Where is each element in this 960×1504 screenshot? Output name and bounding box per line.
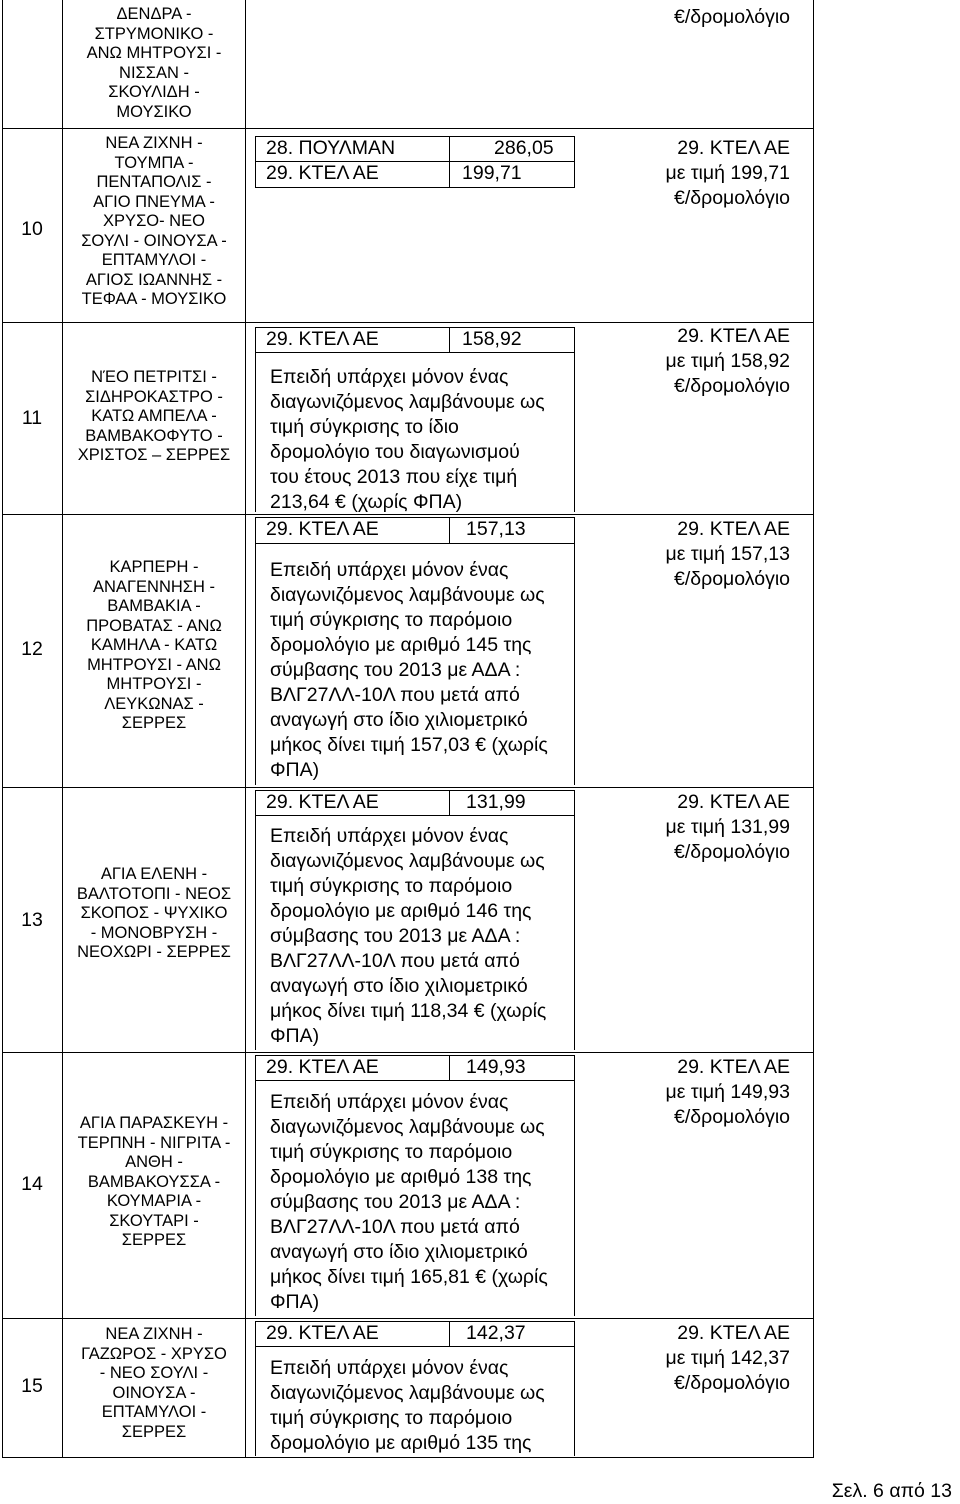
route-line: ΣΕΡΡΕΣ	[121, 1422, 187, 1441]
route-line: ΓΑΖΩΡΟΣ - ΧΡΥΣΟ	[81, 1344, 227, 1363]
offer-label: 29. ΚΤΕΛ ΑΕ	[266, 162, 379, 184]
table-divider-col1	[62, 0, 63, 1458]
route-line: ΑΓΙΑ ΕΛΕΝΗ -	[100, 865, 208, 883]
note-line: διαγωνιζόμενος λαμβάνουμε ως	[270, 391, 545, 413]
route-line: - ΜΟΝΟΒΡΥΣΗ -	[90, 923, 218, 942]
note-line: ΒΛΓ27ΛΛ-10Λ που μετά από	[270, 684, 520, 706]
route-line: ΚΑΜΗΛΑ - ΚΑΤΩ	[90, 636, 218, 654]
route-line: ΕΠΤΑΜΥΛΟΙ -	[101, 1403, 207, 1421]
result-line: με τιμή 199,71	[665, 162, 790, 184]
route-line: ΣΚΟΠΟΣ - ΨΥΧΙΚΟ	[80, 904, 228, 922]
offer-frame-line	[449, 136, 450, 188]
route-line: ΜΟΥΣΙΚΟ	[116, 102, 192, 121]
route-line: ΠΡΟΒΑΤΑΣ - ΑΝΩ	[86, 616, 222, 635]
note-line: αναγωγή στο ίδιο χιλιομετρικό	[270, 1241, 528, 1263]
route-line: ΑΝΑΓΕΝΝΗΣΗ -	[93, 577, 215, 596]
result-cell	[614, 790, 790, 865]
comparison-note	[270, 365, 545, 515]
row-separator	[2, 1052, 814, 1053]
row-number: 13	[21, 909, 43, 931]
offer-frame-line	[255, 517, 256, 785]
route-cell	[64, 1325, 244, 1442]
offer-price: 286,05	[494, 137, 554, 159]
offer-label: 29. ΚΤΕΛ ΑΕ	[266, 791, 379, 813]
route-line: - ΝΕΟ ΣΟΥΛΙ -	[99, 1364, 209, 1382]
offer-price: 142,37	[466, 1322, 526, 1344]
route-line: ΣΚΟΥΤΑΡΙ -	[109, 1211, 199, 1230]
route-line: ΑΝΘΗ -	[125, 1153, 183, 1171]
result-line: 29. ΚΤΕΛ ΑΕ	[677, 1056, 790, 1078]
route-line: ΛΕΥΚΩΝΑΣ -	[104, 694, 204, 713]
result-line: 29. ΚΤΕΛ ΑΕ	[677, 137, 790, 159]
result-line: 29. ΚΤΕΛ ΑΕ	[677, 791, 790, 813]
offer-frame-line	[255, 815, 575, 816]
offer-frame-line	[574, 1055, 575, 1316]
note-line: δρομολόγιο με αριθμό 145 της	[270, 634, 532, 656]
offer-frame-line	[255, 327, 256, 512]
route-line: ΝΕΑ ΖΙΧΝΗ -	[105, 1325, 203, 1343]
note-line: ΦΠΑ)	[270, 1291, 320, 1313]
note-line: τιμή σύγκρισης το παρόμοιο	[270, 1141, 513, 1163]
comparison-note	[270, 1090, 548, 1315]
note-line: ΦΠΑ)	[270, 1025, 320, 1047]
offer-label: 29. ΚΤΕΛ ΑΕ	[266, 1322, 379, 1344]
note-line: τιμή σύγκρισης το παρόμοιο	[270, 1407, 513, 1429]
note-line: ΒΛΓ27ΛΛ-10Λ που μετά από	[270, 950, 520, 972]
result-line: 29. ΚΤΕΛ ΑΕ	[677, 1322, 790, 1344]
offer-frame-line	[255, 187, 575, 188]
offer-frame-line	[255, 136, 256, 188]
route-line: ΠΕΝΤΑΠΟΛΙΣ -	[96, 173, 212, 191]
route-line: ΜΗΤΡΟΥΣΙ - ΑΝΩ	[87, 655, 221, 674]
offer-price: 157,13	[466, 518, 526, 540]
route-line: ΕΠΤΑΜΥΛΟΙ -	[101, 251, 207, 269]
route-line: ΤΕΡΠΝΗ - ΝΙΓΡΙΤΑ -	[77, 1133, 231, 1152]
note-line: δρομολόγιο με αριθμό 146 της	[270, 900, 532, 922]
route-line: ΑΓΙΟ ΠΝΕΥΜΑ -	[93, 192, 215, 211]
offer-frame-line	[449, 1321, 450, 1347]
result-line: με τιμή 131,99	[665, 816, 790, 838]
offer-frame-line	[255, 352, 575, 353]
offer-label: 29. ΚΤΕΛ ΑΕ	[266, 518, 379, 540]
result-cell	[614, 1321, 790, 1396]
note-line: τιμή σύγκρισης το παρόμοιο	[270, 875, 513, 897]
note-line: Επειδή υπάρχει μόνον ένας	[270, 559, 509, 581]
note-line: μήκος δίνει τιμή 157,03 € (χωρίς	[270, 734, 548, 756]
note-line: τιμή σύγκρισης το ίδιο	[270, 416, 459, 438]
offer-frame-line	[574, 1321, 575, 1456]
route-line: ΝΕΑ ΖΙΧΝΗ -	[105, 134, 203, 152]
route-line: ΒΑΜΒΑΚΟΥΣΣΑ -	[87, 1172, 221, 1191]
result-cell	[614, 136, 790, 211]
offer-frame-line	[449, 790, 450, 816]
note-line: δρομολόγιο του διαγωνισμού	[270, 441, 520, 463]
route-line: ΤΟΥΜΠΑ -	[114, 153, 194, 172]
row-separator	[2, 787, 814, 788]
route-line: ΟΙΝΟΥΣΑ -	[112, 1383, 196, 1402]
route-line: ΒΑΜΒΑΚΙΑ -	[107, 597, 201, 615]
note-line: ΒΛΓ27ΛΛ-10Λ που μετά από	[270, 1216, 520, 1238]
comparison-note	[270, 824, 546, 1049]
route-line: ΣΚΟΥΛΙΔΗ -	[108, 83, 200, 101]
route-line: ΑΓΙΟΣ ΙΩΑΝΝΗΣ -	[85, 270, 223, 289]
table-divider-col2	[245, 0, 246, 1458]
route-cell	[64, 368, 244, 466]
result-cell	[614, 324, 790, 399]
note-line: διαγωνιζόμενος λαμβάνουμε ως	[270, 850, 545, 872]
result-line: €/δρομολόγιο	[674, 841, 790, 863]
route-line: ΔΕΝΔΡΑ -	[116, 5, 192, 23]
offer-frame-line	[255, 1346, 575, 1347]
note-line: σύμβασης του 2013 με ΑΔΑ :	[270, 1191, 521, 1213]
route-line: ΣΤΡΥΜΟΝΙΚΟ -	[94, 24, 214, 43]
offer-frame-line	[255, 1055, 256, 1316]
route-cell	[64, 134, 244, 310]
route-line: ΣΟΥΛΙ - ΟΙΝΟΥΣΑ -	[81, 231, 227, 250]
row-number: 12	[21, 638, 43, 660]
result-line: €/δρομολόγιο	[674, 1372, 790, 1394]
note-line: σύμβασης του 2013 με ΑΔΑ :	[270, 659, 521, 681]
table-border-right	[813, 0, 814, 1458]
offer-label: 29. ΚΤΕΛ ΑΕ	[266, 328, 379, 350]
result-line: €/δρομολόγιο	[674, 1106, 790, 1128]
result-line: 29. ΚΤΕΛ ΑΕ	[677, 325, 790, 347]
note-line: δρομολόγιο με αριθμό 135 της	[270, 1432, 532, 1454]
result-line: €/δρομολόγιο	[674, 6, 790, 28]
offer-frame-line	[449, 327, 450, 353]
note-line: ΦΠΑ)	[270, 759, 320, 781]
offer-price: 158,92	[462, 328, 522, 350]
offer-frame-line	[449, 517, 450, 544]
route-cell	[64, 865, 244, 963]
route-line: ΚΑΤΩ ΑΜΠΕΛΑ -	[91, 407, 217, 425]
note-line: διαγωνιζόμενος λαμβάνουμε ως	[270, 584, 545, 606]
note-line: διαγωνιζόμενος λαμβάνουμε ως	[270, 1116, 545, 1138]
offer-label: 29. ΚΤΕΛ ΑΕ	[266, 1056, 379, 1078]
route-line: ΣΕΡΡΕΣ	[121, 714, 187, 732]
offer-frame-line	[255, 1321, 256, 1456]
result-cell	[614, 1055, 790, 1130]
offer-frame-line	[255, 543, 575, 544]
row-separator	[2, 128, 814, 129]
route-line: ΜΗΤΡΟΥΣΙ -	[106, 675, 202, 693]
route-line: ΣΙΔΗΡΟΚΑΣΤΡΟ -	[85, 387, 223, 406]
row-separator	[2, 322, 814, 323]
note-line: τιμή σύγκρισης το παρόμοιο	[270, 609, 513, 631]
offer-price: 149,93	[466, 1056, 526, 1078]
route-line: ΚΟΥΜΑΡΙΑ -	[106, 1192, 202, 1210]
note-line: του έτους 2013 που είχε τιμή	[270, 466, 518, 488]
offer-price: 199,71	[462, 162, 522, 184]
route-line: ΒΑΛΤΟΤΟΠΙ - ΝΕΟΣ	[76, 884, 232, 903]
note-line: μήκος δίνει τιμή 165,81 € (χωρίς	[270, 1266, 548, 1288]
result-line: με τιμή 149,93	[665, 1081, 790, 1103]
route-cell	[64, 1114, 244, 1251]
route-line: ΒΑΜΒΑΚΟΦΥΤΟ -	[85, 426, 223, 445]
note-line: αναγωγή στο ίδιο χιλιομετρικό	[270, 709, 528, 731]
note-line: διαγωνιζόμενος λαμβάνουμε ως	[270, 1382, 545, 1404]
result-line: με τιμή 158,92	[665, 350, 790, 372]
note-line: αναγωγή στο ίδιο χιλιομετρικό	[270, 975, 528, 997]
row-number: 10	[21, 218, 43, 240]
offer-label: 28. ΠΟΥΛΜΑΝ	[266, 137, 396, 159]
row-number: 15	[21, 1375, 43, 1397]
result-cell	[614, 517, 790, 592]
note-line: 213,64 € (χωρίς ΦΠΑ)	[270, 491, 463, 513]
comparison-note	[270, 558, 548, 783]
route-cell	[64, 558, 244, 734]
offer-frame-line	[574, 790, 575, 1050]
note-line: Επειδή υπάρχει μόνον ένας	[270, 366, 509, 388]
note-line: δρομολόγιο με αριθμό 138 της	[270, 1166, 532, 1188]
note-line: Επειδή υπάρχει μόνον ένας	[270, 1091, 509, 1113]
offer-frame-line	[449, 1055, 450, 1081]
row-separator	[2, 1318, 814, 1319]
result-line: €/δρομολόγιο	[674, 568, 790, 590]
result-line: €/δρομολόγιο	[674, 187, 790, 209]
route-line: ΣΕΡΡΕΣ	[121, 1231, 187, 1249]
row-number: 11	[21, 407, 43, 429]
offer-frame-line	[255, 1080, 575, 1081]
note-line: Επειδή υπάρχει μόνον ένας	[270, 1357, 509, 1379]
route-line: ΤΕΦΑΑ - ΜΟΥΣΙΚΟ	[81, 290, 227, 308]
route-line: ΧΡΙΣΤΟΣ – ΣΕΡΡΕΣ	[77, 446, 231, 464]
note-line: μήκος δίνει τιμή 118,34 € (χωρίς	[270, 1000, 547, 1022]
comparison-note	[270, 1356, 545, 1456]
route-line: ΚΑΡΠΕΡΗ -	[109, 558, 199, 576]
result-cell	[614, 5, 790, 30]
note-line: Επειδή υπάρχει μόνον ένας	[270, 825, 509, 847]
route-line: ΧΡΥΣΟ- ΝΕΟ	[103, 212, 205, 230]
note-line: σύμβασης του 2013 με ΑΔΑ :	[270, 925, 521, 947]
result-line: με τιμή 157,13	[665, 543, 790, 565]
result-line: με τιμή 142,37	[665, 1347, 790, 1369]
route-line: ΝΈΟ ΠΕΤΡΙΤΣΙ -	[91, 368, 217, 386]
route-line: ΑΝΩ ΜΗΤΡΟΥΣΙ -	[86, 44, 222, 62]
table-border-bottom	[2, 1457, 814, 1458]
result-line: 29. ΚΤΕΛ ΑΕ	[677, 518, 790, 540]
route-line: ΝΕΟΧΩΡΙ - ΣΕΡΡΕΣ	[77, 943, 231, 961]
offer-frame-line	[255, 790, 256, 1050]
route-cell	[64, 5, 244, 122]
page-number: Σελ. 6 από 13	[831, 1480, 952, 1502]
offer-price: 131,99	[466, 791, 526, 813]
result-line: €/δρομολόγιο	[674, 375, 790, 397]
offer-frame-line	[574, 327, 575, 512]
route-line: ΑΓΙΑ ΠΑΡΑΣΚΕΥΗ -	[79, 1114, 229, 1132]
offer-frame-line	[574, 517, 575, 785]
route-line: ΝΙΣΣΑΝ -	[119, 63, 189, 82]
row-number: 14	[21, 1173, 43, 1195]
offer-frame-line	[574, 136, 575, 188]
